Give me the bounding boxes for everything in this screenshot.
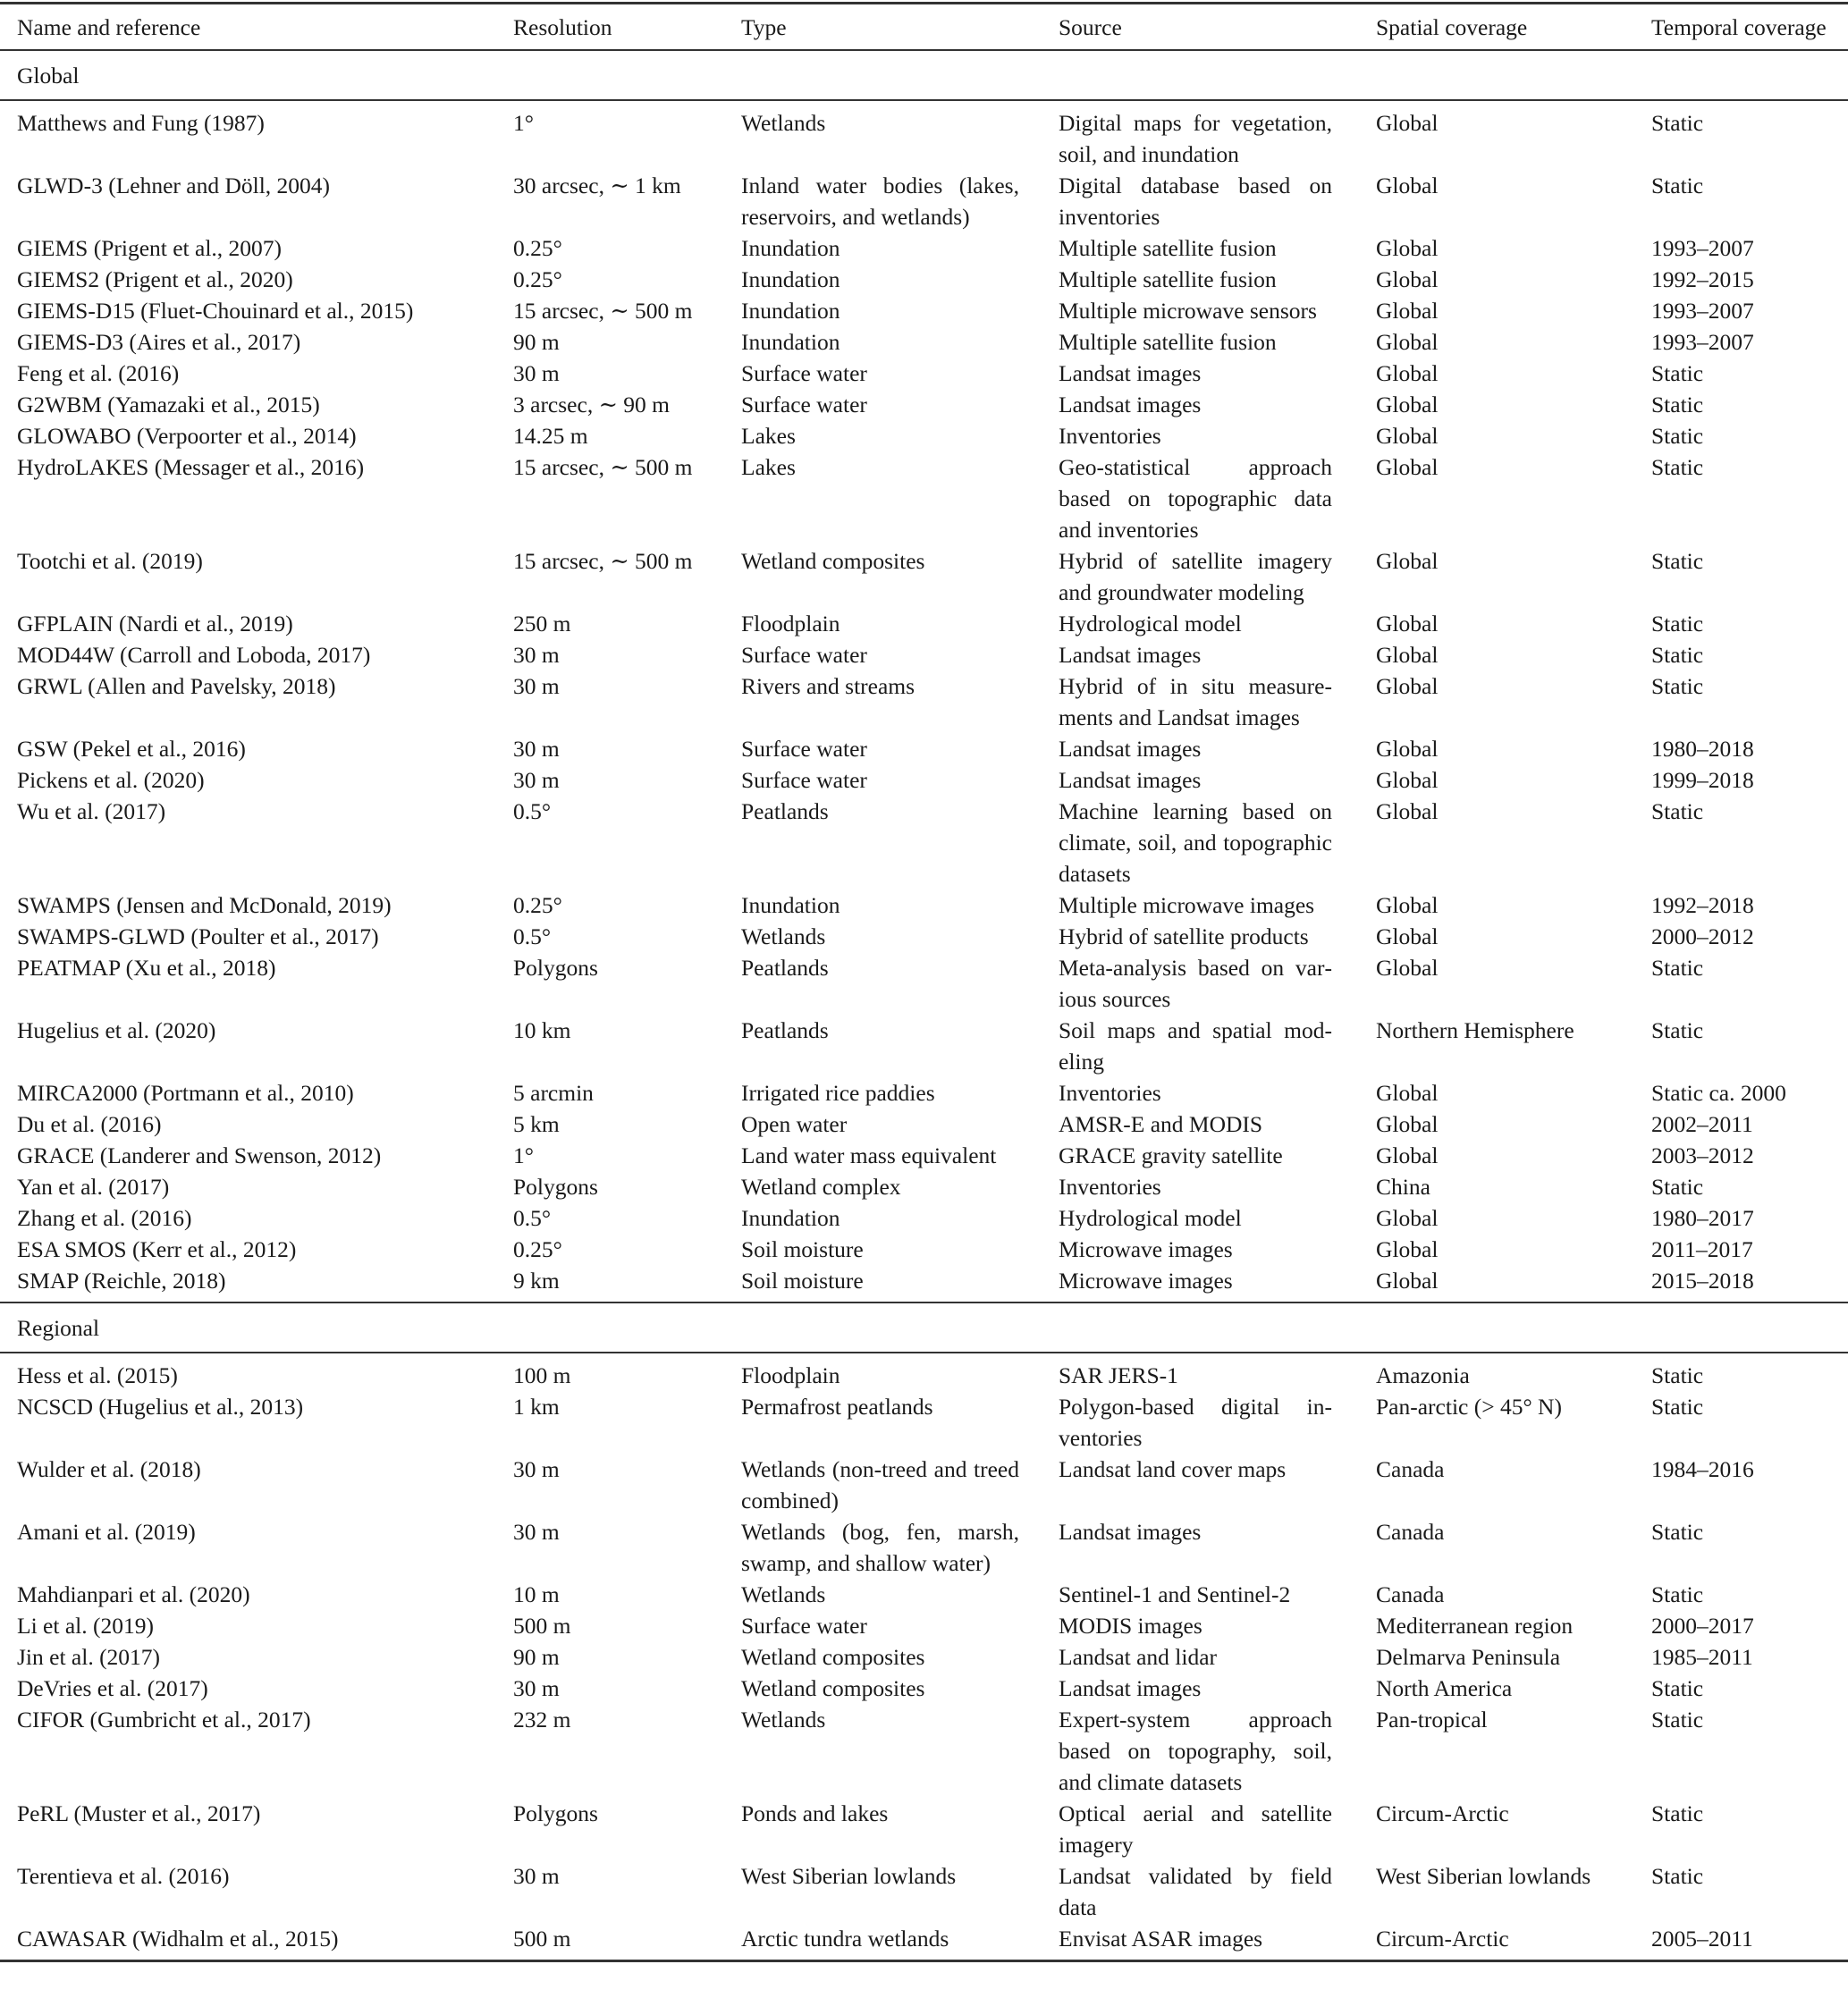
cell-temporal-coverage: 2015–2018 <box>1651 1268 1754 1294</box>
cell-source: Inventories <box>1059 1174 1161 1200</box>
cell-source: AMSR-E and MODIS <box>1059 1111 1263 1137</box>
cell-spatial-coverage: Global <box>1376 923 1439 949</box>
table-row <box>0 1579 1848 1610</box>
cell-resolution: 3 arcsec, ∼ 90 m <box>513 392 671 417</box>
cell-type: Peatlands <box>741 1017 829 1043</box>
section-label-regional: Regional <box>17 1315 100 1341</box>
cell-spatial-coverage: Global <box>1376 360 1439 386</box>
cell-source: Multiple microwave sensors <box>1059 298 1317 324</box>
cell-temporal-coverage: Static <box>1651 423 1704 449</box>
cell-spatial-coverage: Global <box>1376 767 1439 793</box>
cell-source: Landsat images <box>1059 642 1202 668</box>
table-row <box>0 295 1848 326</box>
cell-spatial-coverage: Global <box>1376 298 1439 324</box>
table-row <box>0 608 1848 639</box>
cell-temporal-coverage: Static <box>1651 110 1704 136</box>
cell-resolution: 90 m <box>513 329 560 355</box>
table-row <box>0 1140 1848 1171</box>
cell-spatial-coverage: Global <box>1376 955 1439 981</box>
table-row <box>0 1673 1848 1704</box>
cell-name-and-reference: Matthews and Fung (1987) <box>17 110 265 136</box>
cell-spatial-coverage: Global <box>1376 1205 1439 1231</box>
cell-spatial-coverage: Global <box>1376 736 1439 762</box>
table-row <box>0 420 1848 451</box>
cell-source: Microwave images <box>1059 1236 1233 1262</box>
header-spatial-coverage: Spatial coverage <box>1376 14 1528 40</box>
cell-type: Inundation <box>741 329 840 355</box>
cell-spatial-coverage: Global <box>1376 798 1439 824</box>
cell-name-and-reference: Zhang et al. (2016) <box>17 1205 192 1231</box>
cell-type: Peatlands <box>741 955 829 981</box>
cell-source: Landsat images <box>1059 767 1202 793</box>
cell-source: Hydrological model <box>1059 611 1242 636</box>
cell-name-and-reference: MOD44W (Carroll and Loboda, 2017) <box>17 642 371 668</box>
cell-temporal-coverage: 2000–2012 <box>1651 923 1754 949</box>
cell-type: Floodplain <box>741 611 840 636</box>
cell-name-and-reference: SWAMPS-GLWD (Poulter et al., 2017) <box>17 923 379 949</box>
cell-spatial-coverage: Global <box>1376 110 1439 136</box>
table-row <box>0 639 1848 670</box>
cell-resolution: 1° <box>513 1142 534 1168</box>
cell-spatial-coverage: Global <box>1376 1268 1439 1294</box>
cell-spatial-coverage: Global <box>1376 548 1439 574</box>
cell-spatial-coverage: Pan-arctic (> 45° N) <box>1376 1394 1562 1420</box>
cell-type: Surface water <box>741 736 867 762</box>
cell-name-and-reference: Hugelius et al. (2020) <box>17 1017 216 1043</box>
cell-type: Inundation <box>741 892 840 918</box>
cell-resolution: 30 m <box>513 1456 560 1482</box>
cell-source: Landsat land cover maps <box>1059 1456 1287 1482</box>
table-row <box>0 1109 1848 1140</box>
cell-name-and-reference: CAWASAR (Widhalm et al., 2015) <box>17 1926 339 1952</box>
table-row <box>0 1798 1848 1860</box>
cell-resolution: 0.25° <box>513 892 562 918</box>
cell-resolution: 15 arcsec, ∼ 500 m <box>513 548 693 574</box>
cell-resolution: Polygons <box>513 1800 598 1826</box>
cell-type: Rivers and streams <box>741 673 916 699</box>
cell-temporal-coverage: 1980–2017 <box>1651 1205 1754 1231</box>
cell-name-and-reference: SMAP (Reichle, 2018) <box>17 1268 226 1294</box>
cell-spatial-coverage: Global <box>1376 673 1439 699</box>
cell-spatial-coverage: Global <box>1376 235 1439 261</box>
table-row <box>0 1234 1848 1265</box>
header-type: Type <box>741 14 787 40</box>
cell-resolution: 1 km <box>513 1394 560 1420</box>
cell-temporal-coverage: Static <box>1651 173 1704 198</box>
cell-name-and-reference: PEATMAP (Xu et al., 2018) <box>17 955 276 981</box>
cell-temporal-coverage: 1993–2007 <box>1651 329 1754 355</box>
cell-source: Landsat images <box>1059 392 1202 417</box>
cell-source: Digital maps for vegetation, soil, and inundation <box>1059 110 1332 167</box>
cell-spatial-coverage: Pan-tropical <box>1376 1707 1488 1732</box>
cell-spatial-coverage: North America <box>1376 1675 1513 1701</box>
cell-type: Wetland complex <box>741 1174 901 1200</box>
cell-type: Surface water <box>741 392 867 417</box>
cell-type: Surface water <box>741 1613 867 1639</box>
cell-name-and-reference: MIRCA2000 (Portmann et al., 2010) <box>17 1080 354 1106</box>
cell-resolution: 30 m <box>513 767 560 793</box>
cell-source: Multiple satellite fusion <box>1059 266 1277 292</box>
cell-type: Surface water <box>741 767 867 793</box>
cell-resolution: 14.25 m <box>513 423 588 449</box>
cell-spatial-coverage: Canada <box>1376 1456 1445 1482</box>
table-row <box>0 733 1848 764</box>
cell-type: Irrigated rice paddies <box>741 1080 935 1106</box>
cell-temporal-coverage: 2002–2011 <box>1651 1111 1753 1137</box>
cell-temporal-coverage: Static <box>1651 642 1704 668</box>
cell-spatial-coverage: Circum-Arctic <box>1376 1926 1509 1952</box>
cell-source: Landsat images <box>1059 736 1202 762</box>
cell-resolution: 30 m <box>513 1675 560 1701</box>
cell-name-and-reference: GLWD-3 (Lehner and Döll, 2004) <box>17 173 331 198</box>
cell-spatial-coverage: Global <box>1376 392 1439 417</box>
section-label-global: Global <box>17 63 80 89</box>
cell-temporal-coverage: Static <box>1651 611 1704 636</box>
cell-name-and-reference: CIFOR (Gumbricht et al., 2017) <box>17 1707 311 1732</box>
cell-name-and-reference: GSW (Pekel et al., 2016) <box>17 736 246 762</box>
cell-name-and-reference: Yan et al. (2017) <box>17 1174 170 1200</box>
cell-source: Digital database based on inventories <box>1059 173 1332 230</box>
cell-resolution: 1° <box>513 110 534 136</box>
cell-temporal-coverage: Static <box>1651 1800 1704 1826</box>
table-row <box>0 1391 1848 1454</box>
cell-spatial-coverage: Global <box>1376 454 1439 480</box>
table-row <box>0 1860 1848 1923</box>
cell-name-and-reference: GLOWABO (Verpoorter et al., 2014) <box>17 423 357 449</box>
cell-spatial-coverage: Global <box>1376 611 1439 636</box>
cell-name-and-reference: Terentieva et al. (2016) <box>17 1863 230 1889</box>
table-row <box>0 451 1848 545</box>
cell-type: Inundation <box>741 266 840 292</box>
cell-source: Hybrid of in situ measurements and Landsat images <box>1059 673 1332 730</box>
table-row <box>0 1015 1848 1077</box>
cell-name-and-reference: SWAMPS (Jensen and McDonald, 2019) <box>17 892 392 918</box>
cell-resolution: 9 km <box>513 1268 560 1294</box>
cell-name-and-reference: Jin et al. (2017) <box>17 1644 161 1670</box>
cell-type: Inundation <box>741 298 840 324</box>
table-row <box>0 889 1848 921</box>
cell-type: Ponds and lakes <box>741 1800 889 1826</box>
cell-temporal-coverage: Static <box>1651 798 1704 824</box>
cell-type: Open water <box>741 1111 848 1137</box>
cell-resolution: 30 m <box>513 673 560 699</box>
cell-temporal-coverage: Static <box>1651 1519 1704 1545</box>
cell-temporal-coverage: Static <box>1651 392 1704 417</box>
cell-type: Wetland composites <box>741 1644 925 1670</box>
cell-resolution: Polygons <box>513 955 598 981</box>
cell-resolution: 0.5° <box>513 798 552 824</box>
cell-name-and-reference: Du et al. (2016) <box>17 1111 162 1137</box>
cell-type: Inundation <box>741 235 840 261</box>
cell-type: Wetland composites <box>741 548 925 574</box>
cell-spatial-coverage: Global <box>1376 329 1439 355</box>
cell-type: Wetlands (non-treed and treed combined) <box>741 1456 1019 1513</box>
cell-spatial-coverage: Global <box>1376 173 1439 198</box>
table-header <box>0 4 1848 51</box>
cell-source: Landsat images <box>1059 360 1202 386</box>
cell-name-and-reference: Tootchi et al. (2019) <box>17 548 203 574</box>
cell-type: Inland water bodies (lakes, reservoirs, and wetlands) <box>741 173 1019 230</box>
header-row <box>0 4 1848 51</box>
cell-source: Multiple satellite fusion <box>1059 329 1277 355</box>
header-source: Source <box>1059 14 1122 40</box>
cell-temporal-coverage: 1992–2018 <box>1651 892 1754 918</box>
cell-type: Inundation <box>741 1205 840 1231</box>
cell-source: Inventories <box>1059 423 1161 449</box>
cell-name-and-reference: Li et al. (2019) <box>17 1613 154 1639</box>
header-resolution: Resolution <box>513 14 612 40</box>
cell-temporal-coverage: Static <box>1651 673 1704 699</box>
table-row <box>0 670 1848 733</box>
cell-name-and-reference: ESA SMOS (Kerr et al., 2012) <box>17 1236 297 1262</box>
cell-type: Soil moisture <box>741 1236 864 1262</box>
cell-resolution: 0.5° <box>513 1205 552 1231</box>
cell-resolution: 232 m <box>513 1707 571 1732</box>
cell-name-and-reference: Feng et al. (2016) <box>17 360 180 386</box>
cell-name-and-reference: GIEMS-D15 (Fluet-Chouinard et al., 2015) <box>17 298 414 324</box>
table-row <box>0 1516 1848 1579</box>
cell-source: Expert-system approach based on topography, soil, and climate datasets <box>1059 1707 1332 1795</box>
table-row <box>0 1610 1848 1641</box>
cell-resolution: 500 m <box>513 1926 571 1952</box>
cell-name-and-reference: GFPLAIN (Nardi et al., 2019) <box>17 611 293 636</box>
table-row <box>0 389 1848 420</box>
cell-temporal-coverage: Static <box>1651 360 1704 386</box>
cell-name-and-reference: GRWL (Allen and Pavelsky, 2018) <box>17 673 336 699</box>
cell-temporal-coverage: Static ca. 2000 <box>1651 1080 1786 1106</box>
cell-source: GRACE gravity satellite <box>1059 1142 1283 1168</box>
table-row <box>0 170 1848 232</box>
cell-spatial-coverage: China <box>1376 1174 1430 1200</box>
table-row <box>0 1265 1848 1302</box>
cell-spatial-coverage: West Siberian lowlands <box>1376 1863 1591 1889</box>
table-row <box>0 1202 1848 1234</box>
cell-spatial-coverage: Global <box>1376 1236 1439 1262</box>
cell-name-and-reference: GRACE (Landerer and Swenson, 2012) <box>17 1142 382 1168</box>
cell-temporal-coverage: 1980–2018 <box>1651 736 1754 762</box>
cell-name-and-reference: GIEMS (Prigent et al., 2007) <box>17 235 283 261</box>
cell-temporal-coverage: Static <box>1651 548 1704 574</box>
cell-source: Geo-statistical approach based on topographic data and inventories <box>1059 454 1332 543</box>
cell-source: Microwave images <box>1059 1268 1233 1294</box>
cell-resolution: 5 arcmin <box>513 1080 594 1106</box>
cell-type: Wetland composites <box>741 1675 925 1701</box>
cell-name-and-reference: Amani et al. (2019) <box>17 1519 196 1545</box>
cell-source: Landsat images <box>1059 1675 1202 1701</box>
cell-temporal-coverage: 1993–2007 <box>1651 235 1754 261</box>
cell-spatial-coverage: Canada <box>1376 1581 1445 1607</box>
cell-spatial-coverage: Amazonia <box>1376 1362 1470 1388</box>
cell-resolution: 0.25° <box>513 1236 562 1262</box>
cell-temporal-coverage: 1985–2011 <box>1651 1644 1753 1670</box>
cell-temporal-coverage: 1993–2007 <box>1651 298 1754 324</box>
cell-resolution: 15 arcsec, ∼ 500 m <box>513 454 693 480</box>
wetland-datasets-table <box>0 2 1848 1962</box>
section-global <box>0 50 1848 1302</box>
cell-spatial-coverage: Global <box>1376 642 1439 668</box>
table-row <box>0 100 1848 170</box>
cell-name-and-reference: Wu et al. (2017) <box>17 798 166 824</box>
cell-source: Polygon-based digital inventories <box>1059 1394 1332 1451</box>
cell-resolution: 250 m <box>513 611 571 636</box>
cell-name-and-reference: HydroLAKES (Messager et al., 2016) <box>17 454 365 480</box>
cell-type: Surface water <box>741 360 867 386</box>
cell-resolution: 10 m <box>513 1581 560 1607</box>
cell-resolution: 100 m <box>513 1362 571 1388</box>
cell-temporal-coverage: Static <box>1651 1017 1704 1043</box>
cell-source: Machine learning based on climate, soil, and topographic datasets <box>1059 798 1332 887</box>
cell-source: Sentinel-1 and Sentinel-2 <box>1059 1581 1291 1607</box>
cell-type: Permafrost peatlands <box>741 1394 933 1420</box>
section-header-row <box>0 1302 1848 1353</box>
cell-name-and-reference: Mahdianpari et al. (2020) <box>17 1581 250 1607</box>
cell-source: Hybrid of satellite imagery and groundwater modeling <box>1059 548 1332 605</box>
cell-source: Multiple satellite fusion <box>1059 235 1277 261</box>
cell-spatial-coverage: Global <box>1376 1111 1439 1137</box>
table-row <box>0 1641 1848 1673</box>
cell-type: Wetlands <box>741 110 826 136</box>
cell-type: Peatlands <box>741 798 829 824</box>
table-row <box>0 1923 1848 1961</box>
cell-source: Optical aerial and satellite imagery <box>1059 1800 1332 1858</box>
cell-type: Wetlands <box>741 923 826 949</box>
cell-source: Hydrological model <box>1059 1205 1242 1231</box>
table-row <box>0 796 1848 889</box>
cell-spatial-coverage: Circum-Arctic <box>1376 1800 1509 1826</box>
cell-resolution: 0.25° <box>513 235 562 261</box>
cell-spatial-coverage: Northern Hemisphere <box>1376 1017 1574 1043</box>
cell-resolution: 30 m <box>513 1519 560 1545</box>
cell-name-and-reference: G2WBM (Yamazaki et al., 2015) <box>17 392 320 417</box>
table-row <box>0 921 1848 952</box>
table-row <box>0 264 1848 295</box>
section-header-row <box>0 50 1848 100</box>
table-row <box>0 952 1848 1015</box>
cell-name-and-reference: GIEMS2 (Prigent et al., 2020) <box>17 266 293 292</box>
cell-resolution: 15 arcsec, ∼ 500 m <box>513 298 693 324</box>
section-regional <box>0 1302 1848 1961</box>
cell-temporal-coverage: 2003–2012 <box>1651 1142 1754 1168</box>
cell-resolution: 30 m <box>513 360 560 386</box>
cell-source: Envisat ASAR images <box>1059 1926 1263 1952</box>
cell-type: Surface water <box>741 642 867 668</box>
cell-source: Meta-analysis based on various sources <box>1059 955 1332 1012</box>
cell-type: West Siberian lowlands <box>741 1863 957 1889</box>
cell-source: Multiple microwave images <box>1059 892 1315 918</box>
cell-type: Arctic tundra wetlands <box>741 1926 949 1952</box>
cell-type: Land water mass equivalent <box>741 1142 997 1168</box>
cell-temporal-coverage: Static <box>1651 1675 1704 1701</box>
cell-resolution: Polygons <box>513 1174 598 1200</box>
table-row <box>0 232 1848 264</box>
cell-resolution: 0.5° <box>513 923 552 949</box>
cell-type: Soil moisture <box>741 1268 864 1294</box>
table-row <box>0 1171 1848 1202</box>
cell-resolution: 30 m <box>513 736 560 762</box>
cell-source: Landsat images <box>1059 1519 1202 1545</box>
cell-temporal-coverage: Static <box>1651 1863 1704 1889</box>
cell-spatial-coverage: Mediterranean region <box>1376 1613 1574 1639</box>
cell-type: Lakes <box>741 454 796 480</box>
cell-source: Landsat validated by field data <box>1059 1863 1332 1920</box>
cell-temporal-coverage: Static <box>1651 1394 1704 1420</box>
cell-type: Wetlands (bog, fen, marsh, swamp, and shallow water) <box>741 1519 1019 1576</box>
cell-name-and-reference: DeVries et al. (2017) <box>17 1675 208 1701</box>
cell-spatial-coverage: Global <box>1376 1142 1439 1168</box>
table-row <box>0 1353 1848 1391</box>
cell-resolution: 30 arcsec, ∼ 1 km <box>513 173 681 198</box>
cell-source: MODIS images <box>1059 1613 1202 1639</box>
cell-temporal-coverage: 2000–2017 <box>1651 1613 1754 1639</box>
cell-spatial-coverage: Global <box>1376 423 1439 449</box>
cell-source: Hybrid of satellite products <box>1059 923 1309 949</box>
cell-source: Landsat and lidar <box>1059 1644 1218 1670</box>
table-row <box>0 326 1848 358</box>
cell-name-and-reference: Hess et al. (2015) <box>17 1362 178 1388</box>
cell-type: Wetlands <box>741 1581 826 1607</box>
cell-temporal-coverage: Static <box>1651 1362 1704 1388</box>
cell-spatial-coverage: Global <box>1376 1080 1439 1106</box>
cell-spatial-coverage: Global <box>1376 266 1439 292</box>
table-row <box>0 764 1848 796</box>
cell-temporal-coverage: Static <box>1651 955 1704 981</box>
cell-temporal-coverage: Static <box>1651 1707 1704 1732</box>
header-name-and-reference: Name and reference <box>17 14 201 40</box>
cell-type: Floodplain <box>741 1362 840 1388</box>
cell-resolution: 10 km <box>513 1017 571 1043</box>
cell-resolution: 90 m <box>513 1644 560 1670</box>
header-temporal-coverage: Temporal coverage <box>1651 14 1827 40</box>
cell-resolution: 0.25° <box>513 266 562 292</box>
cell-type: Wetlands <box>741 1707 826 1732</box>
cell-name-and-reference: GIEMS-D3 (Aires et al., 2017) <box>17 329 301 355</box>
cell-source: SAR JERS-1 <box>1059 1362 1178 1388</box>
cell-temporal-coverage: Static <box>1651 454 1704 480</box>
cell-source: Soil maps and spatial modeling <box>1059 1017 1332 1075</box>
cell-temporal-coverage: Static <box>1651 1581 1704 1607</box>
cell-resolution: 5 km <box>513 1111 560 1137</box>
cell-name-and-reference: NCSCD (Hugelius et al., 2013) <box>17 1394 304 1420</box>
cell-type: Lakes <box>741 423 796 449</box>
cell-resolution: 30 m <box>513 1863 560 1889</box>
cell-temporal-coverage: 1999–2018 <box>1651 767 1754 793</box>
table-row <box>0 1454 1848 1516</box>
cell-name-and-reference: PeRL (Muster et al., 2017) <box>17 1800 261 1826</box>
cell-name-and-reference: Wulder et al. (2018) <box>17 1456 201 1482</box>
table-row <box>0 1077 1848 1109</box>
cell-source: Inventories <box>1059 1080 1161 1106</box>
cell-temporal-coverage: 1984–2016 <box>1651 1456 1754 1482</box>
cell-temporal-coverage: 2011–2017 <box>1651 1236 1753 1262</box>
table-row <box>0 358 1848 389</box>
table-row <box>0 1704 1848 1798</box>
cell-name-and-reference: Pickens et al. (2020) <box>17 767 205 793</box>
cell-resolution: 30 m <box>513 642 560 668</box>
cell-temporal-coverage: 2005–2011 <box>1651 1926 1753 1952</box>
cell-temporal-coverage: Static <box>1651 1174 1704 1200</box>
cell-spatial-coverage: Global <box>1376 892 1439 918</box>
cell-spatial-coverage: Canada <box>1376 1519 1445 1545</box>
table-row <box>0 545 1848 608</box>
cell-resolution: 500 m <box>513 1613 571 1639</box>
cell-spatial-coverage: Delmarva Peninsula <box>1376 1644 1561 1670</box>
cell-temporal-coverage: 1992–2015 <box>1651 266 1754 292</box>
